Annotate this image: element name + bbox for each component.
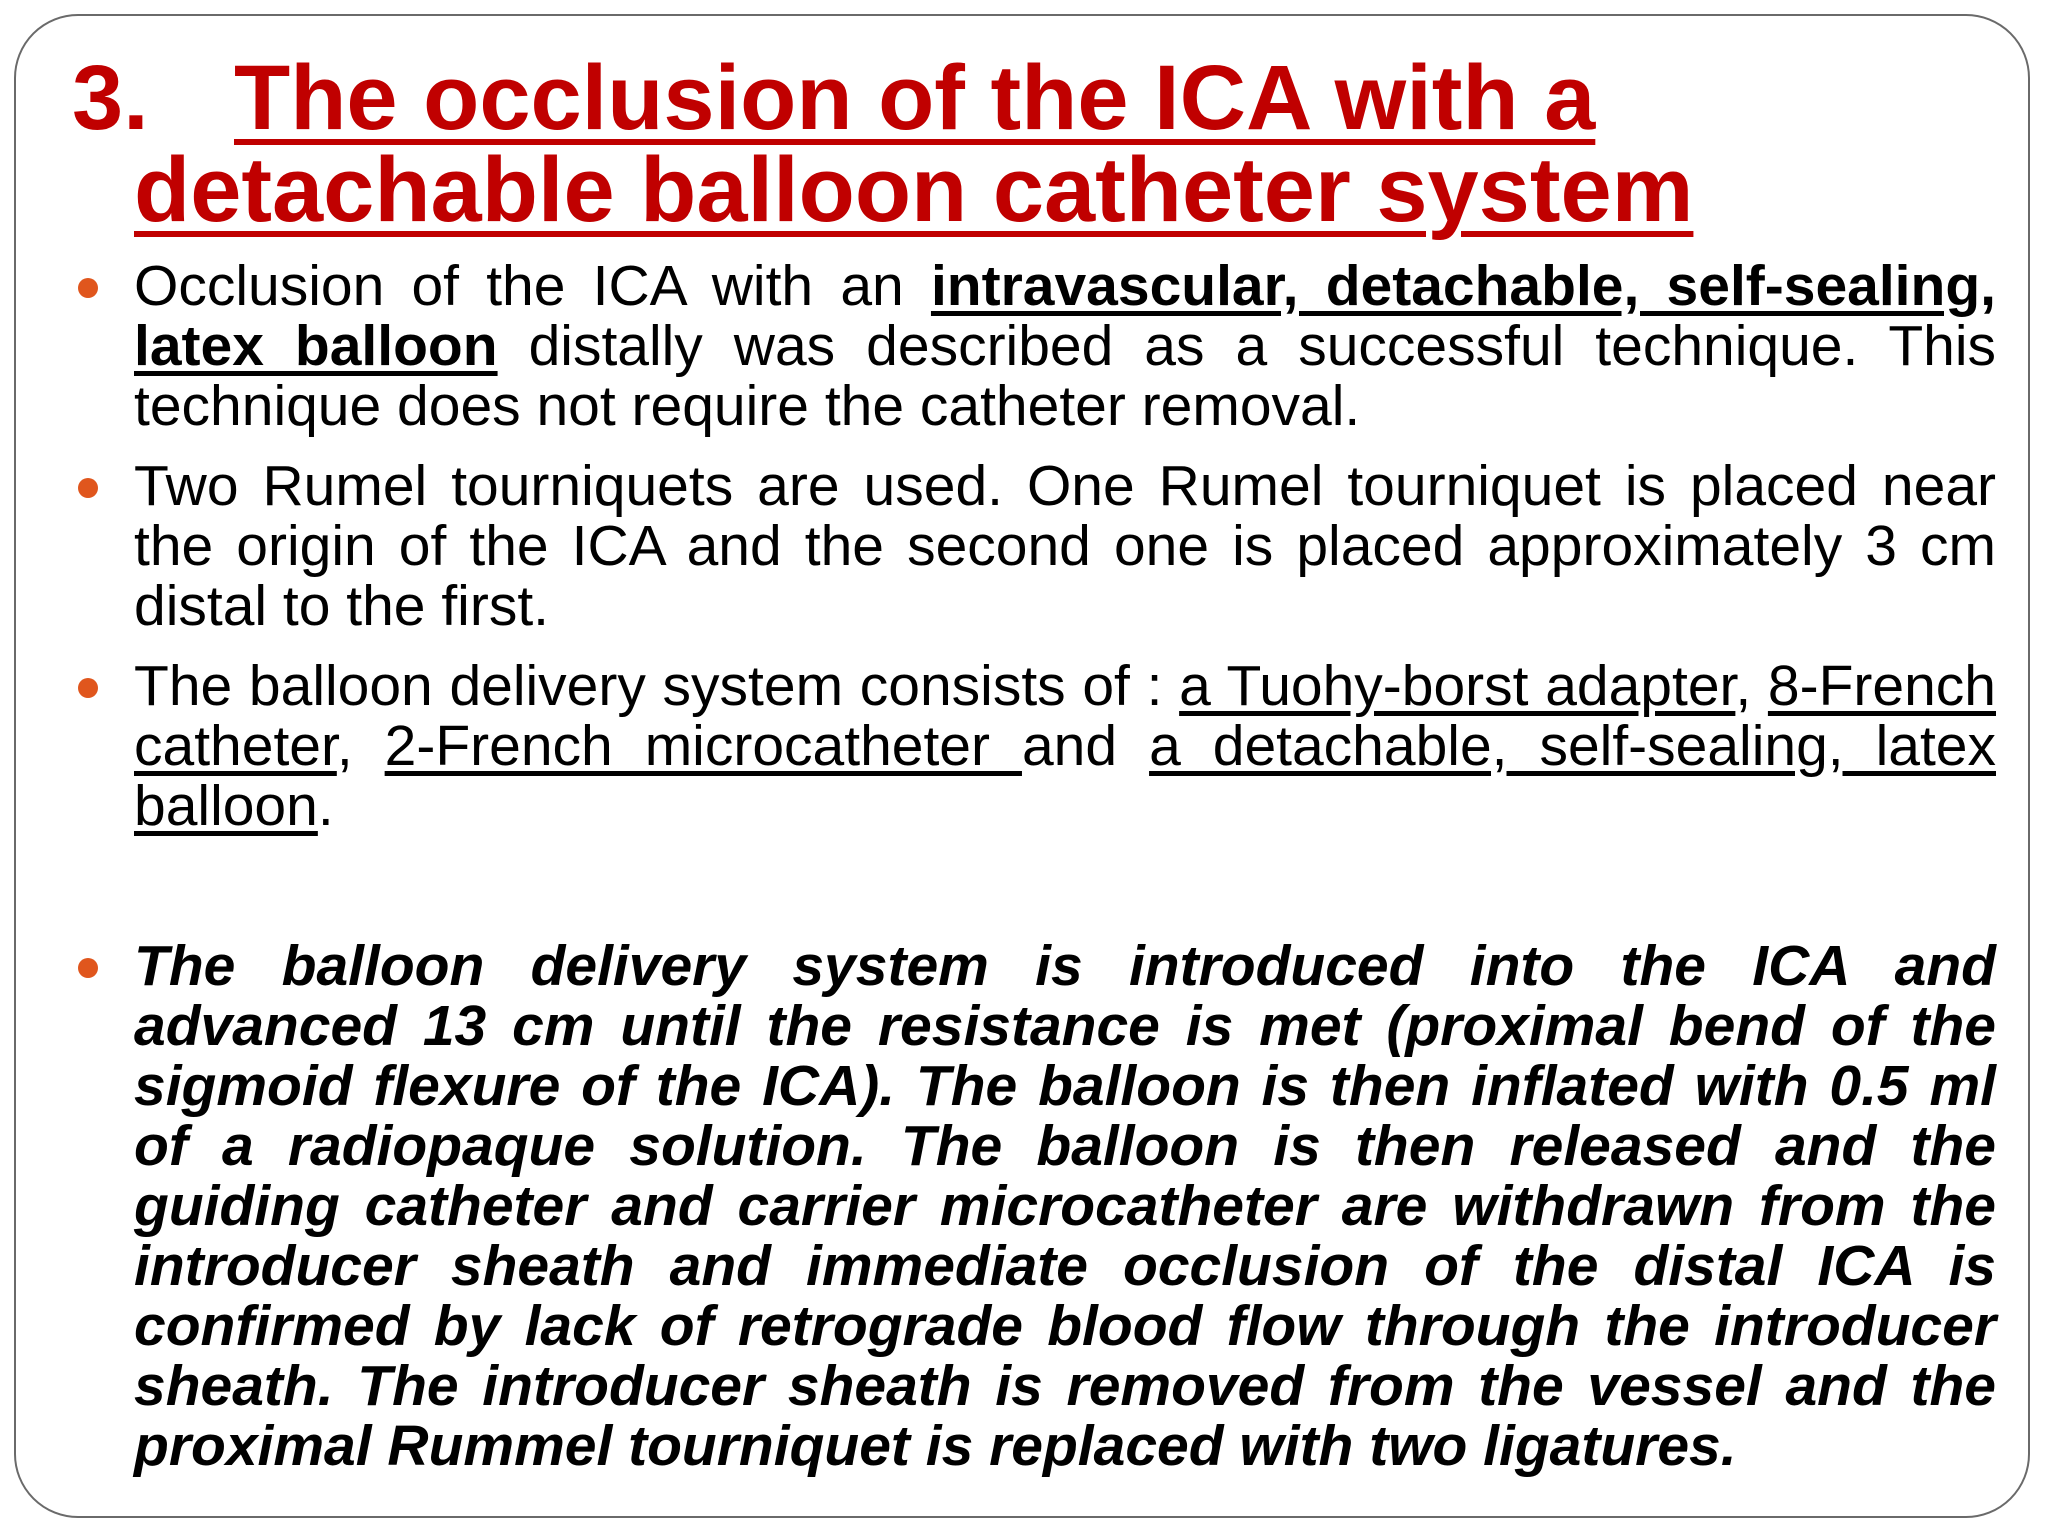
component-balloon: a detachable, self-sealing, latex balloon [134,714,1996,838]
bullet-occlusion-technique [72,256,1996,436]
bullet-tourniquets [72,456,1996,636]
bullet-text: Occlusion of the ICA with an [134,254,931,318]
slide-title [72,47,1992,241]
component-microcatheter: 2-French microcatheter [384,714,1022,778]
bullet-text: The balloon delivery system consists of : [134,654,1180,718]
bullet-list [72,256,1996,1476]
title-line-1: The occlusion of the ICA with a [234,47,1596,149]
title-line-2: detachable balloon catheter system [134,139,1694,241]
bullet-delivery-system [72,656,1996,836]
bullet-dot-icon [78,958,98,978]
bullet-text: , [1735,654,1768,718]
bullet-text: , [336,714,385,778]
bullet-text: Two Rumel tourniquets are used. One Rumel tourniquet is placed near the origin of the ICA and the second one is placed approximately 3 cm distal to the first. [134,454,1996,638]
bullet-text: and [1021,714,1150,778]
bullet-text: distally was described as a successful technique. This technique does not require the catheter removal. [134,314,1996,438]
bullet-dot-icon [78,278,98,298]
balloon-term: intravascular, detachable, self-sealing, latex balloon [134,254,1996,378]
bullet-procedure [72,936,1996,1476]
bullet-dot-icon [78,478,98,498]
bullet-text: The balloon delivery system is introduced into the ICA and advanced 13 cm until the resistance is met (proximal bend of the sigmoid flexure of the ICA). The balloon is then inflated with 0.5 ml of a radiopaque solution. The balloon is then released and the guiding catheter and carrier microcatheter are withdrawn from the introducer sheath and immediate occlusion of the distal ICA is confirmed by lack of retrograde blood flow through the introducer sheath. The introducer sheath is removed from the vessel and the proximal Rummel tourniquet is replaced with two ligatures. [134,934,1996,1478]
bullet-dot-icon [78,678,98,698]
title-number: 3. [72,47,149,149]
component-adapter: a Tuohy-borst adapter [1179,654,1736,718]
component-catheter: 8-French catheter [134,654,1996,778]
bullet-text: . [317,774,334,838]
